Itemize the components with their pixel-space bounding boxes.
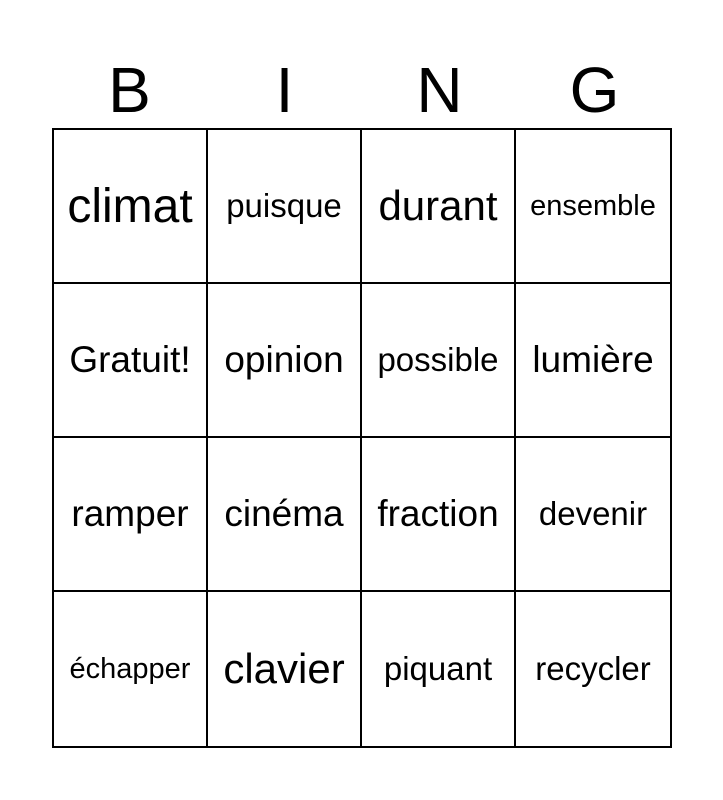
bingo-header xyxy=(52,52,672,128)
bingo-cell[interactable]: climat xyxy=(54,130,208,284)
bingo-cell[interactable]: cinéma xyxy=(208,438,362,592)
bingo-cell[interactable]: recycler xyxy=(535,650,651,687)
bingo-cell[interactable]: ensemble xyxy=(516,130,670,284)
bingo-cell[interactable]: ramper xyxy=(54,438,208,592)
bingo-cell[interactable]: clavier xyxy=(208,592,362,746)
bingo-cell[interactable]: puisque xyxy=(208,130,362,284)
bingo-cell[interactable]: opinion xyxy=(208,284,362,438)
bingo-cell[interactable]: lumière xyxy=(516,284,670,438)
bingo-board xyxy=(52,128,672,748)
bingo-cell-free[interactable]: Gratuit! xyxy=(54,284,208,438)
header-letter-g: G xyxy=(569,54,620,126)
header-letter-b: B xyxy=(108,54,151,126)
bingo-cell[interactable]: possible xyxy=(362,284,516,438)
header-letter-n: N xyxy=(416,54,463,126)
bingo-cell[interactable]: devenir xyxy=(516,438,670,592)
bingo-cell[interactable]: fraction xyxy=(362,438,516,592)
bingo-cell[interactable]: durant xyxy=(362,130,516,284)
header-letter-i: I xyxy=(275,54,294,126)
bingo-cell[interactable]: échapper xyxy=(54,592,208,746)
bingo-cell[interactable]: piquant xyxy=(362,592,516,746)
